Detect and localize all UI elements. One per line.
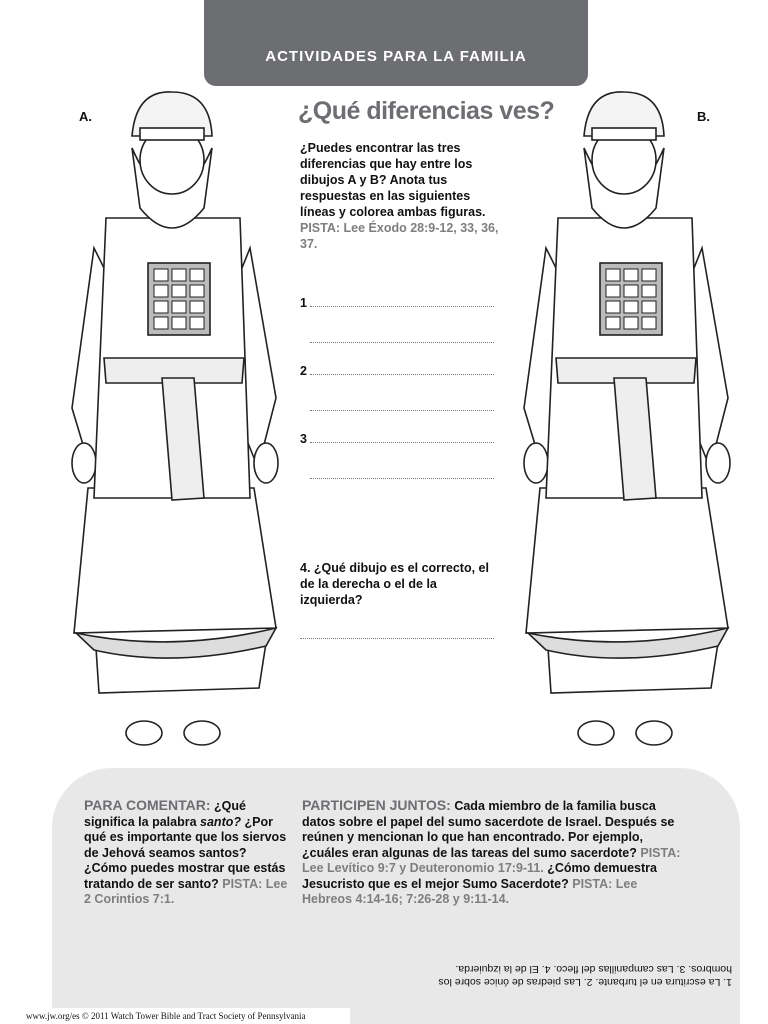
answer-line-2a[interactable] — [310, 374, 494, 375]
answers-upside-down: 1. La escritura en el turbante. 2. Las piedras de ónice sobre los hombros. 3. Las campanillas del fleco. 4. El de la izquierda. — [438, 963, 732, 988]
answer-line-1a[interactable] — [310, 306, 494, 307]
header-banner — [204, 0, 588, 86]
answer-number-3: 3 — [300, 432, 307, 446]
instructions-hint: PISTA: Lee Éxodo 28:9-12, 33, 36, 37. — [300, 221, 499, 251]
participen-juntos-heading: PARTICIPEN JUNTOS: — [302, 797, 451, 813]
answer-line-1b[interactable] — [310, 342, 494, 343]
participen-juntos-text-1: Cada miembro de la familia busca datos sobre el papel del sumo sacerdote de Israel. Después se reúnen y mencionan lo que han encontrado. Por ejemplo, ¿cuáles eran algunas de las tareas del sumo sacerdote? — [302, 799, 675, 860]
figure-b-label: B. — [697, 109, 710, 124]
answer-line-4[interactable] — [300, 638, 494, 639]
question-4-text: ¿Qué dibujo es el correcto, el de la derecha o el de la izquierda? — [300, 561, 489, 607]
para-comentar-text-2: ¿Por qué es importante que los siervos de Jehová seamos santos? ¿Cómo puedes mostrar que estás tratando de ser santo? — [84, 814, 287, 891]
para-comentar-italic: santo? — [200, 814, 242, 829]
participen-juntos-hint-2: PISTA: Lee Hebreos 4:14-16; 7:26-28 y 9:11-14. — [302, 876, 638, 906]
para-comentar-hint: PISTA: Lee 2 Corintios 7:1. — [84, 876, 288, 906]
answer-number-1: 1 — [300, 296, 307, 310]
answer-number-2: 2 — [300, 364, 307, 378]
question-4-number: 4. — [300, 561, 311, 575]
answer-line-3a[interactable] — [310, 442, 494, 443]
footer-copyright: www.jw.org/es © 2011 Watch Tower Bible and Tract Society of Pennsylvania — [0, 1008, 350, 1024]
activity-title: ¿Qué diferencias ves? — [298, 97, 555, 125]
participen-juntos-hint-1: PISTA: Lee Levítico 9:7 y Deuteronomio 17:9-11. — [302, 845, 681, 875]
figure-a-high-priest-drawing — [44, 88, 300, 758]
para-comentar-text-1: ¿Qué significa la palabra — [84, 799, 246, 829]
header-title: ACTIVIDADES PARA LA FAMILIA — [265, 48, 527, 65]
para-comentar-heading: PARA COMENTAR: — [84, 797, 211, 813]
participen-juntos-text-2: ¿Cómo demuestra Jesucristo que es el mejor Sumo Sacerdote? — [302, 861, 657, 891]
para-comentar-section — [84, 798, 289, 908]
question-4 — [300, 560, 500, 608]
instructions-text: ¿Puedes encontrar las tres diferencias que hay entre los dibujos A y B? Anota tus respuestas en las siguientes líneas y colorea ambas figuras. — [300, 141, 486, 219]
answer-line-3b[interactable] — [310, 478, 494, 479]
figure-b-high-priest-drawing — [496, 88, 752, 758]
answer-line-2b[interactable] — [310, 410, 494, 411]
activity-instructions — [300, 140, 500, 252]
participen-juntos-section — [302, 798, 682, 908]
figure-a-label: A. — [79, 109, 92, 124]
